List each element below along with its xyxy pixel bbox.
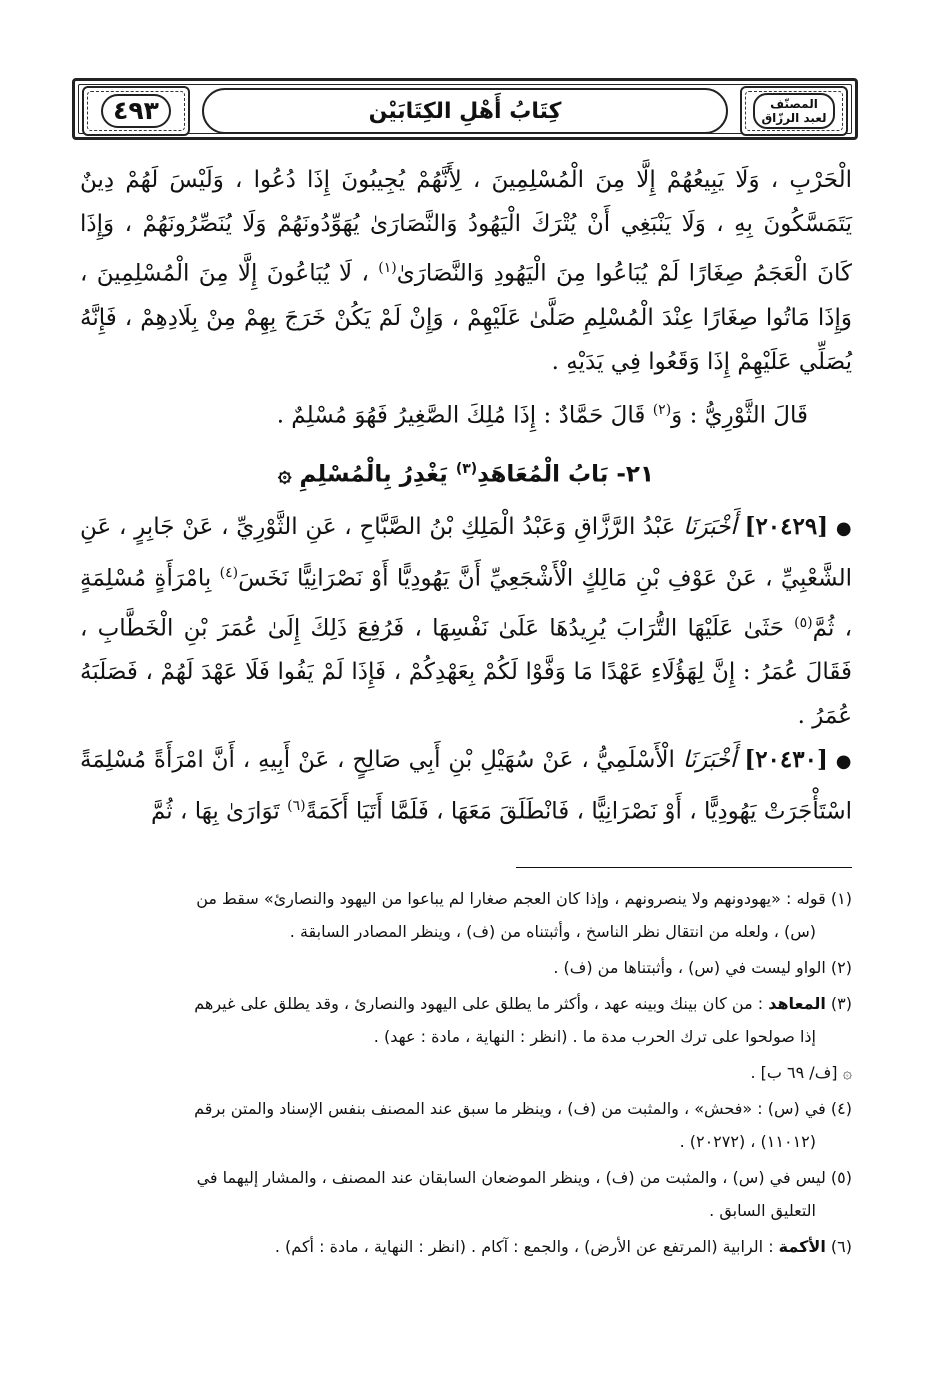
- hadith-1-text-a: عَبْدُ الرَّزَّاقِ وَعَبْدُ الْمَلِكِ بْنُ الصَّبَّاحِ ، عَنِ الثَّوْرِيِّ ، عَنْ جَابِرٍ ، عَنِ الشَّعْبِيِّ ، عَنْ عَوْفِ بْنِ مَالِكٍ الْأَشْجَعِيِّ أَنَّ يَهُودِيًّا أَوْ نَصْرَانِيًّا نَخَسَ: [80, 513, 852, 592]
- footnote-marker: (٢): [830, 958, 852, 977]
- paragraph-2-text-a: قَالَ الثَّوْرِيُّ : وَ: [671, 402, 808, 429]
- logo-line-2: لعبد الرزّاق: [761, 111, 827, 125]
- footnote-ref-4: (٤): [219, 564, 239, 581]
- footnote-term: المعاهد: [768, 994, 826, 1013]
- chapter-heading-text-b: يَغْدِرُ بِالْمُسْلِمِ ۞: [278, 461, 448, 488]
- book-logo: [753, 93, 834, 129]
- footnote-4: [80, 1092, 852, 1158]
- logo-ornament: [740, 86, 848, 136]
- hadith-20429: [80, 505, 852, 738]
- hadith-number: [٢٠٤٢٩]: [744, 512, 829, 540]
- footnote-1: [80, 882, 852, 948]
- footnote-marker: (٤): [830, 1099, 852, 1118]
- page-number-ornament: [82, 86, 190, 136]
- paragraph-1-text-rest: ، لَا يُبَاعُونَ إِلَّا مِنَ الْمُسْلِمِينَ ، وَإِذَا مَاتُوا صِغَارًا عِنْدَ الْمُسْلِمِ صَلَّىٰ عَلَيْهِمْ ، وَإِنْ لَمْ يَكُنْ خَرَجَ بِهِمْ مِنْ بِلَادِهِمْ ، فَإِنَّهُ يُصَلِّي عَلَيْهِمْ إِذَا وَقَعُوا فِي يَدَيْهِ .: [80, 260, 852, 375]
- footnote-marker: (٥): [830, 1168, 852, 1187]
- footnote-text: الواو ليست في (س) ، وأثبتناها من (ف) .: [553, 958, 826, 977]
- hadith-2-text-a: الْأَسْلَمِيُّ ، عَنْ سُهَيْلِ بْنِ أَبِي صَالِحٍ ، عَنْ أَبِيهِ ، أَنَّ امْرَأَةً مُسْلِمَةً اسْتَأْجَرَتْ يَهُودِيًّا ، أَوْ نَصْرَانِيًّا ، فَانْطَلَقَ مَعَهَا ، فَلَمَّا أَتَيَا أَكَمَةً: [80, 747, 852, 825]
- footnote-text: قوله : «يهودونهم ولا ينصرونهم ، وإذا كان العجم صغارا لم يباعوا من اليهود والنصارئ» سقط من: [196, 889, 826, 908]
- narration-word: أَخْبَرَنَا: [682, 747, 737, 774]
- chapter-heading: [80, 449, 852, 495]
- footnote-text: في (س) : «فحش» ، والمثبت من (ف) ، وينظر ما سبق عند المصنف بنفس الإسناد والمتن برقم: [194, 1099, 826, 1118]
- footnote-2: [80, 951, 852, 984]
- folio-note: [80, 1056, 852, 1089]
- narration-word: أَخْبَرَنَا: [683, 513, 737, 540]
- footnote-term: الأكمة: [778, 1237, 826, 1256]
- footnote-3: [80, 987, 852, 1053]
- footnote-text: : الرابية (المرتفع عن الأرض) ، والجمع : آكام . (انظر : النهاية ، مادة : أكم) .: [274, 1237, 774, 1256]
- paragraph-2: [80, 388, 852, 438]
- footnote-text: [ف/ ٦٩ ب] .: [750, 1063, 838, 1082]
- footnote-continuation: التعليق السابق .: [709, 1201, 816, 1220]
- footnote-text: : من كان بينك وبينه عهد ، وأكثر ما يطلق على اليهود والنصارئ ، وقد يطلق على غيرهم: [194, 994, 764, 1013]
- hadith-1-text-b: بِامْرَأَةٍ مُسْلِمَةٍ ، ثُمَّ: [80, 565, 852, 642]
- footnote-5: [80, 1161, 852, 1227]
- footnotes: [80, 882, 852, 1266]
- footnote-separator: [516, 867, 852, 868]
- footnote-marker: (٦): [830, 1237, 852, 1256]
- footnote-continuation: (س) ، ولعله من انتقال نظر الناسخ ، وأثبتناه من (ف) ، وينظر المصادر السابقة .: [289, 922, 816, 941]
- footnote-ref-5: (٥): [794, 614, 813, 631]
- hadith-1-text-c: حَثَىٰ عَلَيْهَا التُّرَابَ يُرِيدُهَا عَلَىٰ نَفْسِهَا ، فَرُفِعَ ذَلِكَ إِلَىٰ عُمَرَ بْنِ الْخَطَّابِ ، فَقَالَ عُمَرُ : إِنَّ لِهَؤُلَاءِ عَهْدًا مَا وَفَّوْا لَكُمْ بِعَهْدِكُمْ ، فَإِذَا لَمْ يَفُوا فَلَا عَهْدَ لَهُمْ ، فَصَلَبَهُ عُمَرُ .: [80, 615, 852, 730]
- footnote-6: [80, 1230, 852, 1263]
- footnote-continuation: (١١٠١٢) ، (٢٠٢٧٢) .: [679, 1132, 816, 1151]
- footnote-marker: (١): [830, 889, 852, 908]
- paragraph-1: [80, 158, 852, 384]
- page-header: [72, 78, 858, 140]
- footnote-text: ليس في (س) ، والمثبت من (ف) ، وينظر الموضعان السابقان عند المصنف ، والمشار إليهما في: [196, 1168, 826, 1187]
- footnote-continuation: إذا صولحوا على ترك الحرب مدة ما . (انظر : النهاية ، مادة : عهد) .: [373, 1027, 816, 1046]
- hadith-2-text-b: تَوَارَىٰ بِهَا ، ثُمَّ: [150, 798, 280, 825]
- hadith-number: [٢٠٤٣٠]: [744, 746, 828, 774]
- footnote-ref-2: (٢): [652, 401, 672, 418]
- footnote-ref-6: (٦): [287, 798, 306, 815]
- book-title: كِتَابُ أَهْلِ الكِتَابَيْن: [202, 88, 728, 134]
- footnote-ref-1: (١): [378, 260, 397, 276]
- footnote-ref-3: (٣): [455, 461, 478, 478]
- page-number: ٤٩٣: [101, 94, 171, 128]
- footnote-marker: ۞: [842, 1063, 852, 1082]
- paragraph-1-text: الْحَرْبِ ، وَلَا يَبِيعُهُمْ إِلَّا مِنَ الْمُسْلِمِينَ ، لِأَنَّهُمْ يُجِيبُونَ إِذَا دُعُوا ، وَلَيْسَ لَهُمْ دِينٌ يَتَمَسَّكُونَ بِهِ ، وَلَا يَنْبَغِي أَنْ يُتْرَكَ الْيَهُودُ وَالنَّصَارَىٰ يُهَوِّدُونَهُمْ وَلَا يُنَصِّرُونَهُمْ ، وَإِذَا كَانَ الْعَجَمُ صِغَارًا لَمْ يُبَاعُوا مِنَ الْيَهُودِ وَالنَّصَارَىٰ: [80, 167, 852, 287]
- main-text: [80, 158, 852, 834]
- bullet-icon: ●: [835, 517, 852, 539]
- bullet-icon: ●: [835, 751, 852, 773]
- logo-line-1: المصنّف: [770, 97, 818, 111]
- paragraph-2-text-b: قَالَ حَمَّادٌ : إِذَا مُلِكَ الصَّغِيرُ فَهُوَ مُسْلِمٌ .: [276, 402, 646, 429]
- chapter-heading-text-a: ٢١- بَابُ الْمُعَاهَدِ: [477, 461, 654, 488]
- hadith-20430: [80, 738, 852, 834]
- footnote-marker: (٣): [830, 994, 852, 1013]
